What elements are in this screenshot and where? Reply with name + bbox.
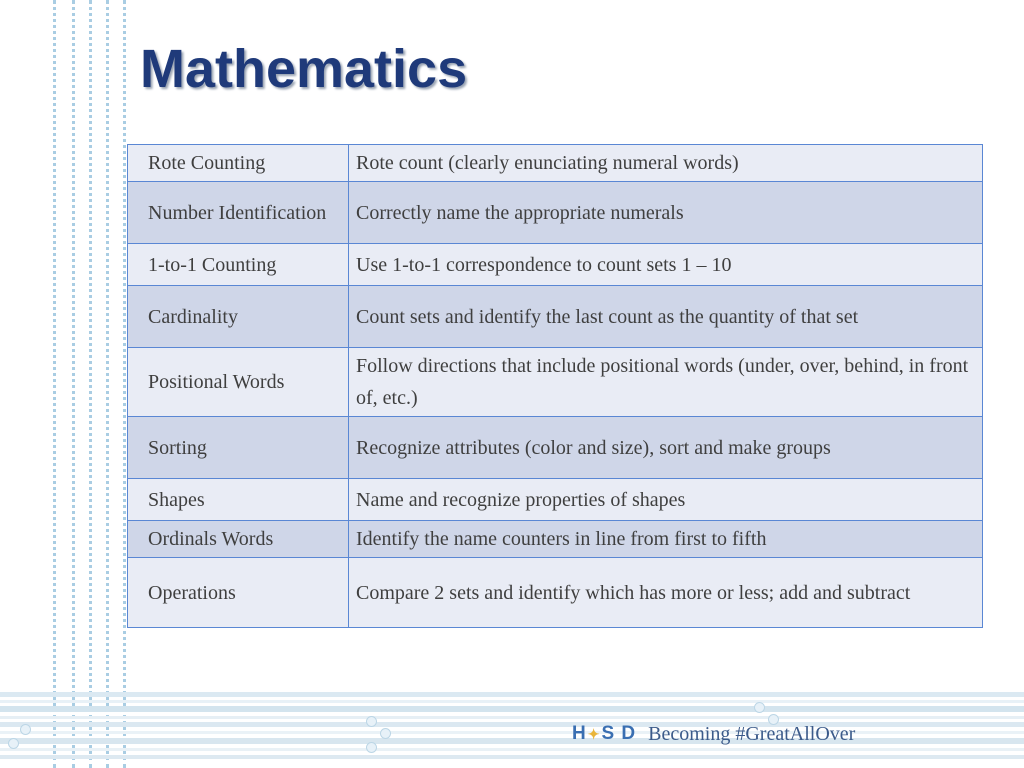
description-cell: Rote count (clearly enunciating numeral words) [349, 145, 983, 182]
hisd-logo [572, 723, 636, 745]
skill-cell: Operations [128, 558, 349, 628]
logo-letter-h: H [572, 723, 587, 744]
description-cell: Name and recognize properties of shapes [349, 479, 983, 521]
logo-letters-sd: S D [601, 723, 637, 744]
table-row [128, 286, 983, 348]
decorative-vertical-dotted-lines [0, 0, 130, 768]
table-row [128, 244, 983, 286]
table-row [128, 417, 983, 479]
footer [572, 721, 855, 747]
star-icon: ✦ [587, 725, 601, 742]
table-row [128, 348, 983, 417]
description-cell: Use 1-to-1 correspondence to count sets 1 – 10 [349, 244, 983, 286]
description-cell: Follow directions that include positional words (under, over, behind, in front of, etc.) [349, 348, 983, 417]
table-row [128, 521, 983, 558]
skill-cell: Positional Words [128, 348, 349, 417]
skill-cell: Cardinality [128, 286, 349, 348]
math-skills-table [127, 144, 983, 628]
description-cell: Correctly name the appropriate numerals [349, 182, 983, 244]
table-row [128, 479, 983, 521]
footer-tagline: Becoming #GreatAllOver [648, 722, 856, 745]
table-row [128, 558, 983, 628]
table-row [128, 182, 983, 244]
skill-cell: Rote Counting [128, 145, 349, 182]
description-cell: Identify the name counters in line from first to fifth [349, 521, 983, 558]
decorative-footer-band [0, 688, 1024, 768]
description-cell: Count sets and identify the last count as the quantity of that set [349, 286, 983, 348]
skill-cell: 1-to-1 Counting [128, 244, 349, 286]
description-cell: Compare 2 sets and identify which has more or less; add and subtract [349, 558, 983, 628]
skill-cell: Ordinals Words [128, 521, 349, 558]
skill-cell: Shapes [128, 479, 349, 521]
description-cell: Recognize attributes (color and size), sort and make groups [349, 417, 983, 479]
table-row [128, 145, 983, 182]
skill-cell: Sorting [128, 417, 349, 479]
slide-title: Mathematics [140, 39, 468, 99]
skill-cell: Number Identification [128, 182, 349, 244]
